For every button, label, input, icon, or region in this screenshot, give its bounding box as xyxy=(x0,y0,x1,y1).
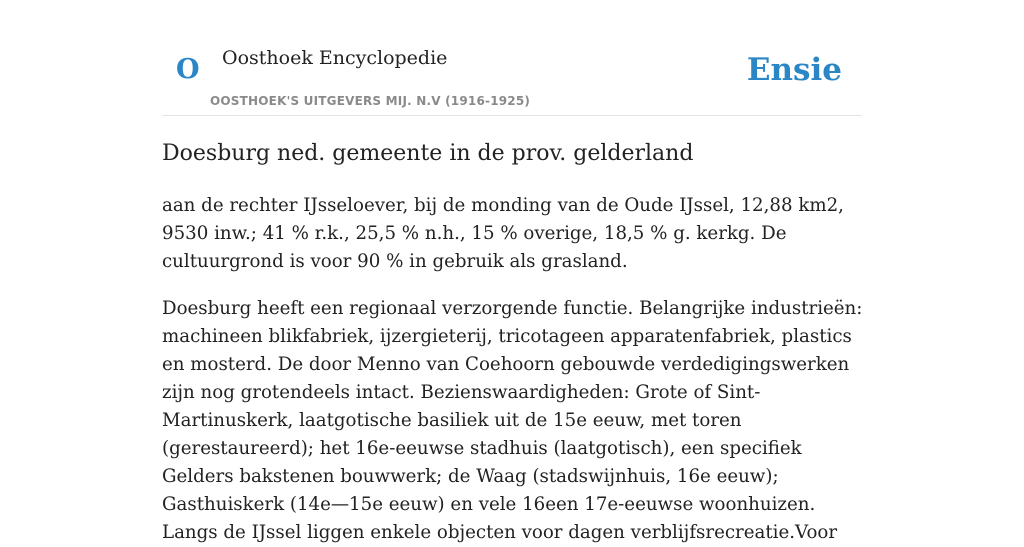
source-header xyxy=(162,0,862,116)
article-paragraph: aan de rechter IJsseloever, bij de monding van de Oude IJssel, 12,88 km2, 9530 inw.; 41 % r.k., 25,5 % n.h., 15 % overige, 18,5 % g. kerkg. De cultuurgrond is voor 90 % in gebruik als grasland. xyxy=(162,195,844,272)
source-subtitle: OOSTHOEK'S UITGEVERS MIJ. N.V (1916-1925) xyxy=(210,94,531,108)
source-title-link[interactable]: Oosthoek Encyclopedie xyxy=(222,47,448,69)
source-logo: O xyxy=(176,54,200,85)
article-title: Doesburg ned. gemeente in de prov. gelderland xyxy=(162,141,694,166)
article-paragraph: Doesburg heeft een regionaal verzorgende functie. Belangrijke industrieën: machineen blikfabriek, ijzergieterij, tricotageen apparatenfabriek, plastics en mosterd. De door Menno van Coehoorn gebouwde verdedigingswerken zijn nog grotendeels intact. Bezienswaardigheden: Grote of Sint-Martinuskerk, laatgotische basiliek uit de 15e eeuw, met toren (gerestaureerd); het 16e-eeuwse stadhuis (laatgotisch), een specifiek Gelders bakstenen bouwwerk; de Waag (stadswijnhuis, 16e eeuw); Gasthuiskerk (14e—15e eeuw) en vele 16een 17e-eeuwse woonhuizen. Langs de IJssel liggen enkele objecten voor dagen verblijfsrecreatie.Voor xyxy=(162,298,863,543)
brand-logo-link[interactable]: Ensie xyxy=(746,52,842,88)
